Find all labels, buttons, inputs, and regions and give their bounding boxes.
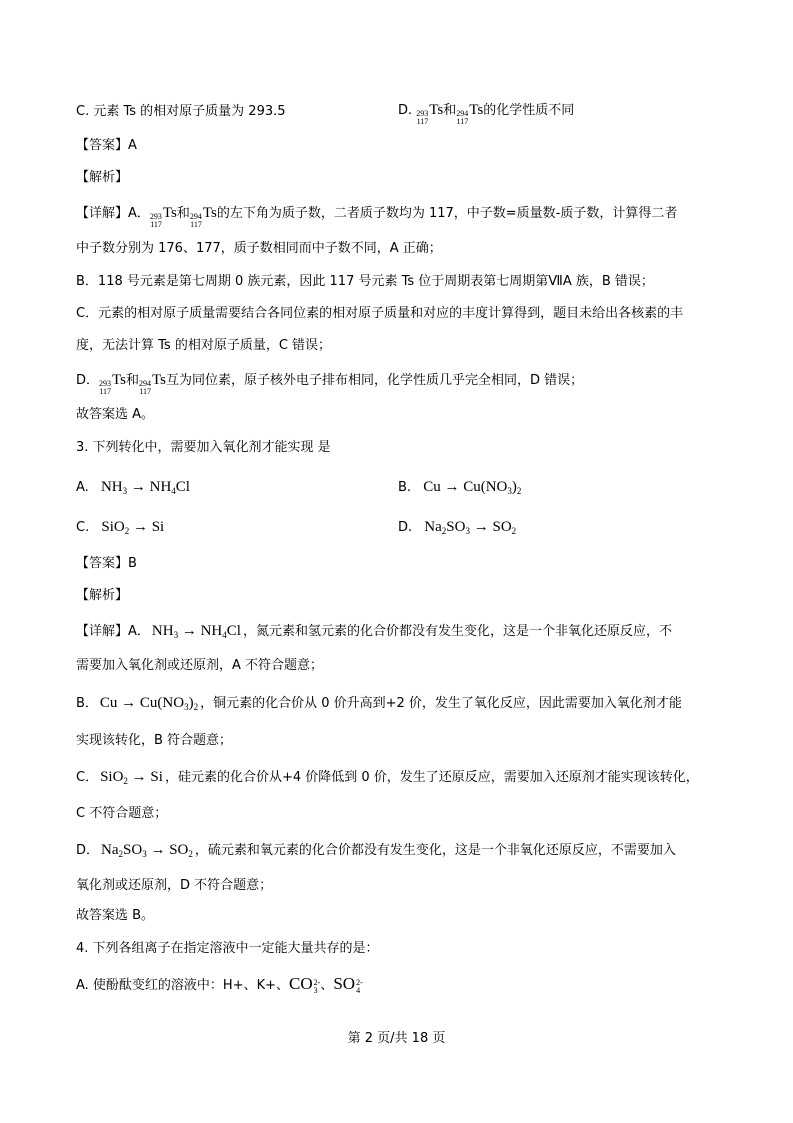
q2-answer: 【答案】A	[76, 138, 137, 153]
q2-option-d: D. 293 117 Ts和 294 117 Ts的化学性质不同	[398, 102, 575, 126]
formula-na2so3-to-so2: $Na_2SO_3 \to SO_2$	[101, 842, 193, 859]
q3-detail-line-6: C 不符合题意；	[76, 806, 168, 821]
isotope-ts-293: 293 117 Ts	[416, 102, 444, 126]
formula-cu-to-cuno32: $Cu \to Cu(NO_3)_2$	[423, 479, 522, 496]
page-footer: 第 2 页/共 18 页	[347, 1031, 446, 1046]
q2-detail-line-1: 【详解】A． 293 117 Ts和 294 117 Ts的左下角为质子数，二者质子数均为 117，中子数=质量数-质子数，计算得二者	[76, 205, 678, 229]
q2-detail-line-2: 中子数分别为 176、177，质子数相同而中子数不同，A 正确；	[76, 241, 442, 256]
q2-detail-line-5: 度，无法计算 Ts 的相对原子质量，C 错误；	[76, 338, 332, 353]
q3-detail-line-8: 氧化剂或还原剂，D 不符合题意；	[76, 878, 273, 893]
q3-stem: 3. 下列转化中，需要加入氧化剂才能实现 是	[76, 440, 331, 455]
formula-cu-to-cuno32: $Cu \to Cu(NO_3)_2$	[99, 695, 199, 712]
q2-analysis-label: 【解析】	[76, 170, 129, 185]
q3-detail-line-4: 实现该转化，B 符合题意；	[76, 733, 233, 748]
q3-detail-line-2: 需要加入氧化剂或还原剂，A 不符合题意；	[76, 658, 324, 673]
q4-option-a: A. 使酚酞变红的溶液中：H+、K+、CO 2- 3 、SO 2- 4	[76, 974, 363, 995]
q3-detail-line-9: 故答案选 B。	[76, 908, 155, 923]
q3-option-d: D. $Na_2SO_3 \to SO_2$	[398, 519, 517, 536]
isotope-ts-293: 293 117 Ts	[99, 372, 126, 396]
q3-option-a: A. $NH_3 \to NH_4Cl$	[76, 479, 190, 496]
q2-detail-line-3: B．118 号元素是第七周期 0 族元素，因此 117 号元素 Ts 位于周期表第七周期第ⅦA 族，B 错误；	[76, 274, 654, 289]
sulfate-ion: SO 2- 4	[333, 974, 363, 995]
formula-sio2-to-si: SiO$_2$ → Si	[100, 769, 163, 786]
q2-detail-line-7: 故答案选 A。	[76, 407, 155, 422]
q3-answer: 【答案】B	[76, 556, 137, 571]
isotope-ts-294: 294 117 Ts	[138, 372, 166, 396]
q3-analysis-label: 【解析】	[76, 588, 129, 603]
option-label: D.	[398, 103, 417, 118]
formula-nh3-to-nh4cl: $NH_3 \to NH_4Cl$	[151, 623, 241, 640]
formula-na2so3-to-so2: $Na_2SO_3 \to SO_2$	[424, 519, 517, 536]
q3-detail-line-5: C． SiO$_2$ → Si ，硅元素的化合价从+4 价降低到 0 价，发生了还原反应，需要加入还原剂才能实现该转化，	[76, 769, 699, 786]
isotope-ts-294: 294 117 Ts	[189, 205, 217, 229]
q4-stem: 4. 下列各组离子在指定溶液中一定能大量共存的是：	[76, 941, 379, 956]
formula-nh3-to-nh4cl: $NH_3 \to NH_4Cl$	[100, 479, 190, 496]
q3-detail-line-1: 【详解】A． $NH_3 \to NH_4Cl$ ，氮元素和氢元素的化合价都没有发生变化，这是一个非氧化还原反应，不	[76, 623, 672, 640]
isotope-ts-293: 293 117 Ts	[149, 205, 177, 229]
q3-detail-line-3: B． $Cu \to Cu(NO_3)_2$ ，铜元素的化合价从 0 价升高到+2 价，发生了氧化反应，因此需要加入氧化剂才能	[76, 695, 682, 712]
formula-sio2-to-si: SiO$_2$ → Si	[101, 519, 165, 536]
q3-option-b: B. $Cu \to Cu(NO_3)_2$	[398, 479, 522, 496]
q2-option-c: C. 元素 Ts 的相对原子质量为 293.5	[76, 104, 286, 119]
isotope-ts-294: 294 117 Ts	[456, 102, 484, 126]
q3-detail-line-7: D． $Na_2SO_3 \to SO_2$ ，硫元素和氧元素的化合价都没有发生变化，这是一个非氧化还原反应，不需要加入	[76, 842, 676, 859]
q3-option-c: C. SiO$_2$ → Si	[76, 519, 165, 536]
q2-detail-line-4: C．元素的相对原子质量需要结合各同位素的相对原子质量和对应的丰度计算得到，题目未给出各核素的丰	[76, 306, 684, 321]
q2-detail-line-6: D． 293 117 Ts和 294 117 Ts互为同位素，原子核外电子排布相同，化学性质几乎完全相同，D 错误；	[76, 372, 584, 396]
carbonate-ion: CO 2- 3	[289, 974, 321, 995]
